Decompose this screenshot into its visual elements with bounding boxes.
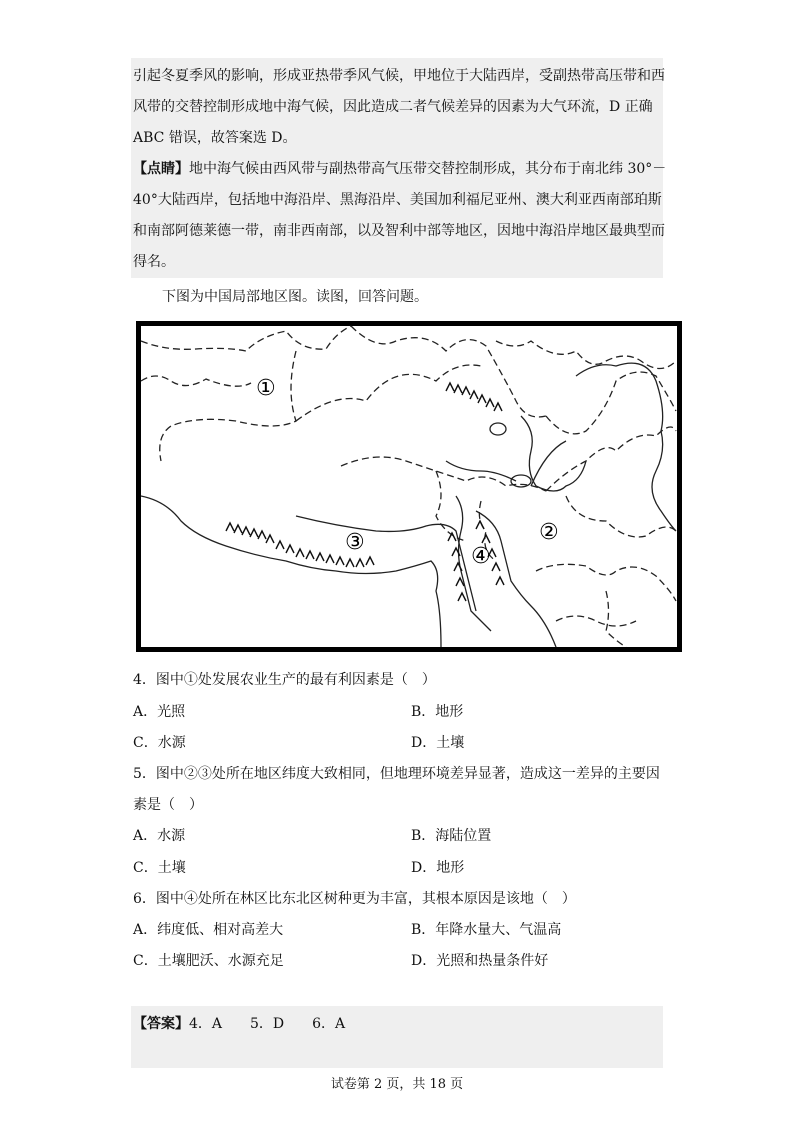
explanation-line: 风带的交替控制形成地中海气候，因此造成二者气候差异的因素为大气环流，D 正确 — [133, 99, 653, 115]
tip-label: 【点睛】 — [133, 161, 189, 177]
question-5-option-a[interactable]: A．水源 — [133, 828, 186, 844]
question-4-stem: 4．图中①处发展农业生产的最有利因素是（ ） — [133, 672, 436, 688]
tip-line: 和南部阿德莱德一带，南非西南部，以及智利中部等地区，因地中海沿岸地区最典型而 — [133, 223, 665, 239]
map-label-1: ① — [256, 376, 276, 401]
tip-text: 地中海气候由西风带与副热带高气压带交替控制形成，其分布于南北纬 30°－ — [189, 161, 667, 177]
tip-line: 得名。 — [133, 254, 175, 270]
question-5-stem-cont: 素是（ ） — [133, 797, 203, 813]
page-footer: 试卷第 2 页，共 18 页 — [330, 1077, 464, 1092]
question-5-stem: 5．图中②③处所在地区纬度大致相同，但地理环境差异显著，造成这一差异的主要因 — [133, 766, 660, 782]
map-label-4: ④ — [471, 544, 491, 569]
question-5-option-d[interactable]: D．地形 — [411, 860, 465, 876]
map-label-3: ③ — [345, 530, 365, 555]
question-6-option-b[interactable]: B．年降水量大、气温高 — [411, 922, 562, 938]
china-region-map — [136, 321, 682, 652]
tip-line: 40°大陆西岸，包括地中海沿岸、黑海沿岸、美国加利福尼亚州、澳大利亚西南部珀斯 — [133, 192, 662, 208]
question-5-option-c[interactable]: C．土壤 — [133, 860, 186, 876]
question-6-option-d[interactable]: D．光照和热量条件好 — [411, 953, 549, 969]
question-4-option-b[interactable]: B．地形 — [411, 704, 464, 720]
tip-line — [133, 159, 666, 179]
answer-line — [133, 1014, 345, 1034]
question-4-option-d[interactable]: D．土壤 — [411, 735, 465, 751]
question-6-option-c[interactable]: C．土壤肥沃、水源充足 — [133, 953, 284, 969]
map-intro: 下图为中国局部地区图。读图，回答问题。 — [162, 289, 428, 305]
explanation-line: 引起冬夏季风的影响，形成亚热带季风气候，甲地位于大陆西岸，受副热带高压带和西 — [133, 68, 665, 84]
question-5-option-b[interactable]: B．海陆位置 — [411, 828, 492, 844]
answer-text: 4．A 5．D 6．A — [189, 1016, 346, 1032]
question-4-option-a[interactable]: A．光照 — [133, 704, 186, 720]
question-6-option-a[interactable]: A．纬度低、相对高差大 — [133, 922, 284, 938]
map-label-2: ② — [539, 520, 559, 545]
explanation-line: ABC 错误，故答案选 D。 — [133, 130, 297, 146]
answer-label: 【答案】 — [133, 1016, 189, 1032]
question-6-stem: 6．图中④处所在林区比东北区树种更为丰富，其根本原因是该地（ ） — [133, 891, 576, 907]
question-4-option-c[interactable]: C．水源 — [133, 735, 186, 751]
